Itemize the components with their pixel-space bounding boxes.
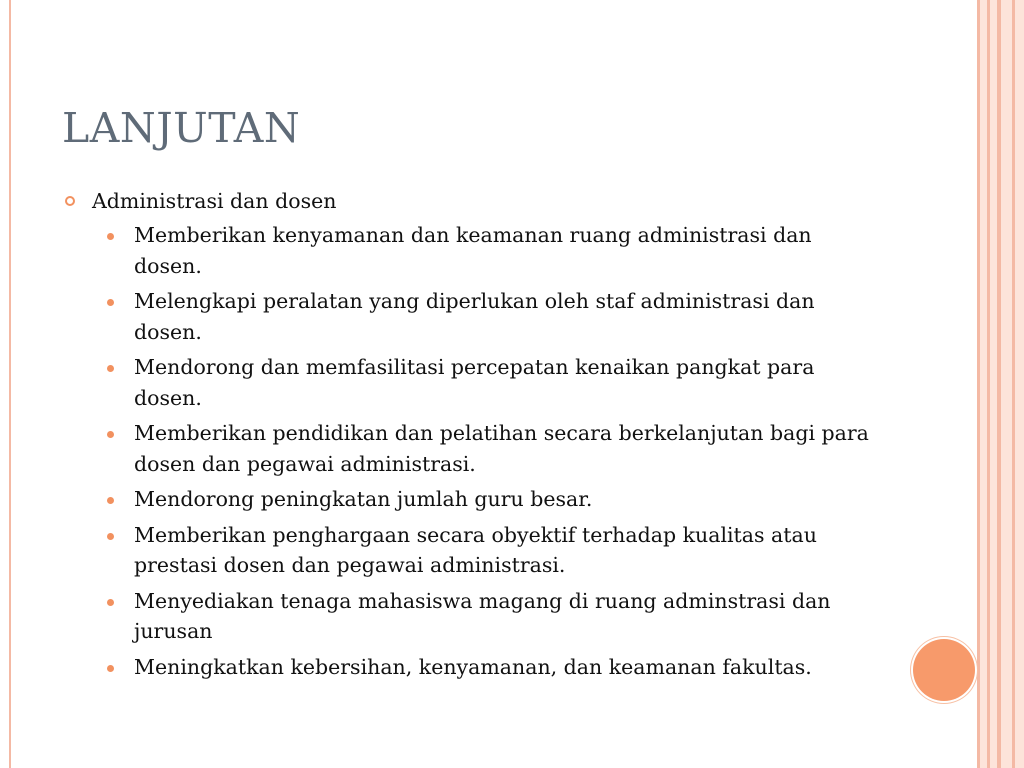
sub-bullet-item xyxy=(107,220,884,281)
main-bullet-text: Administrasi dan dosen xyxy=(92,189,337,213)
dot-bullet-icon xyxy=(107,497,114,504)
sub-bullet-item xyxy=(107,652,884,683)
sub-bullet-item xyxy=(107,418,884,479)
sub-bullet-item xyxy=(107,352,884,413)
sub-bullet-item xyxy=(107,520,884,581)
decorative-stripe xyxy=(980,0,987,768)
decorative-circle xyxy=(913,639,975,701)
slide-content xyxy=(64,186,884,687)
sub-bullet-text: Mendorong peningkatan jumlah guru besar. xyxy=(134,487,593,511)
dot-bullet-icon xyxy=(107,431,114,438)
dot-bullet-icon xyxy=(107,365,114,372)
sub-bullet-text: Meningkatkan kebersihan, kenyamanan, dan keamanan fakultas. xyxy=(134,654,812,679)
sub-bullet-text: Melengkapi peralatan yang diperlukan oleh staf administrasi dan dosen. xyxy=(134,289,815,344)
dot-bullet-icon xyxy=(107,665,114,672)
sub-bullet-item xyxy=(107,586,884,647)
sub-bullet-item xyxy=(107,484,884,515)
ring-bullet-icon xyxy=(65,196,75,206)
sub-bullet-text: Memberikan kenyamanan dan keamanan ruang administrasi dan dosen. xyxy=(134,223,812,278)
sub-bullet-text: Memberikan pendidikan dan pelatihan secara berkelanjutan bagi para dosen dan pegawai administrasi. xyxy=(134,421,869,476)
dot-bullet-icon xyxy=(107,599,114,606)
dot-bullet-icon xyxy=(107,533,114,540)
sub-bullet-text: Memberikan penghargaan secara obyektif terhadap kualitas atau prestasi dosen dan pegawai administrasi. xyxy=(134,522,817,577)
decorative-stripe xyxy=(1001,0,1012,768)
slide-title: LANJUTAN xyxy=(62,104,301,152)
dot-bullet-icon xyxy=(107,299,114,306)
sub-bullet-text: Mendorong dan memfasilitasi percepatan kenaikan pangkat para dosen. xyxy=(134,355,815,410)
decorative-stripe xyxy=(1015,0,1024,768)
decorative-stripe xyxy=(990,0,997,768)
sub-bullet-list xyxy=(64,220,884,682)
main-bullet xyxy=(64,186,884,216)
sub-bullet-item xyxy=(107,286,884,347)
sub-bullet-text: Menyediakan tenaga mahasiswa magang di ruang adminstrasi dan jurusan xyxy=(134,588,831,643)
left-border-line xyxy=(9,0,11,768)
main-bullet-marker xyxy=(64,186,92,216)
dot-bullet-icon xyxy=(107,233,114,240)
